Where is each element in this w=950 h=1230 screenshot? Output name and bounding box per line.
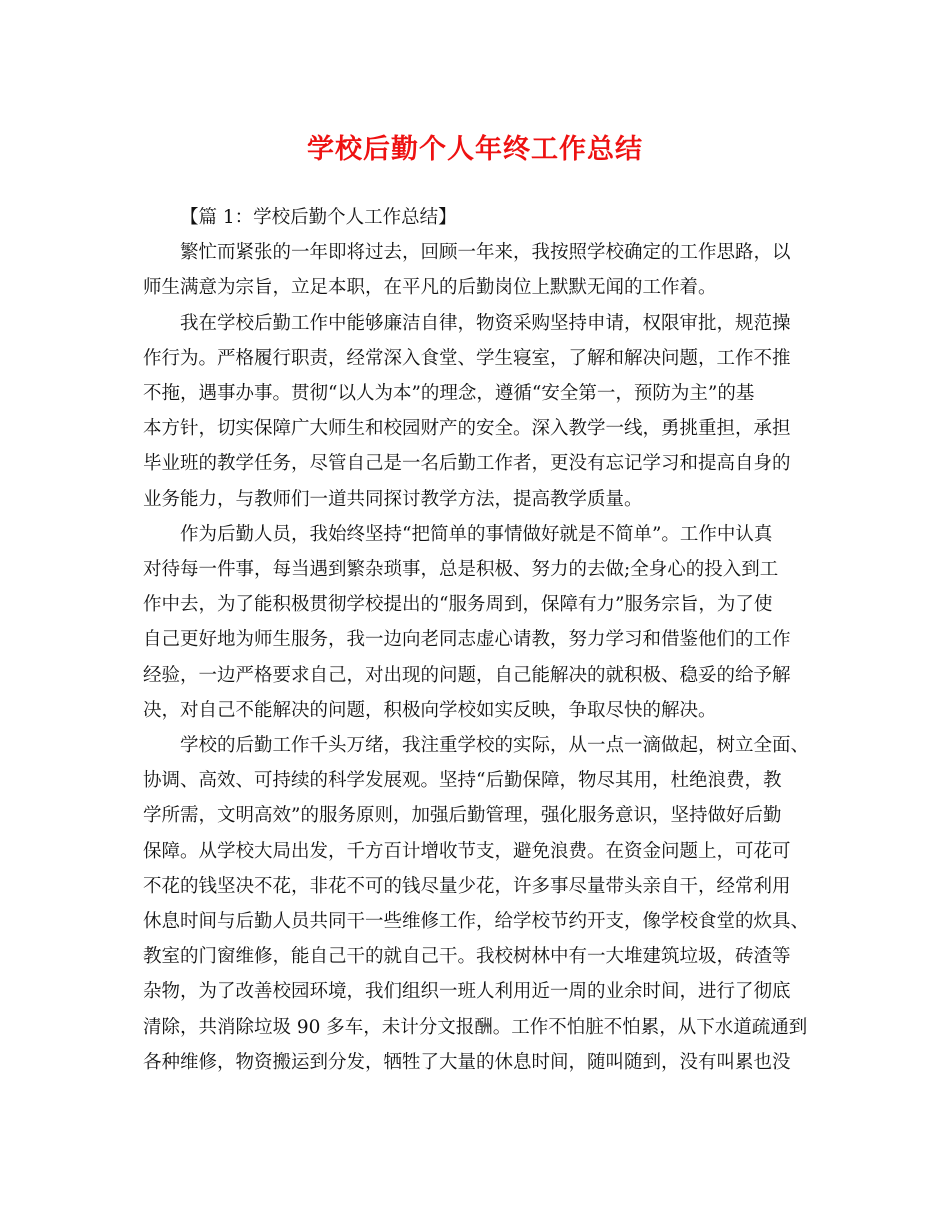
text-line: 不拖，遇事办事。贯彻“以人为本”的理念，遵循“安全第一，预防为主”的基 (143, 383, 755, 405)
text-line: 作中去，为了能积极贯彻学校提出的“服务周到，保障有力”服务宗旨，为了使 (143, 594, 773, 616)
text-line: 作为后勤人员，我始终坚持“把简单的事情做好就是不简单”。工作中认真 (180, 523, 773, 545)
paragraph-4 (143, 728, 811, 1080)
text-line: 经验，一边严格要求自己，对出现的问题，自己能解决的就积极、稳妥的给予解 (143, 664, 791, 686)
text-line: 学校的后勤工作千头万绪，我注重学校的实际，从一点一滴做起，树立全面、 (180, 735, 810, 757)
text-line: 本方针，切实保障广大师生和校园财产的安全。深入教学一线，勇挑重担，承担 (143, 418, 791, 440)
text-line: 毕业班的教学任务，尽管自己是一名后勤工作者，更没有忘记学习和提高自身的 (143, 453, 791, 475)
text-line: 清除，共消除垃圾 90 多车，未计分文报酬。工作不怕脏不怕累，从下水道疏通到 (143, 1016, 808, 1038)
paragraph-1 (143, 235, 811, 305)
text-line: 自己更好地为师生服务，我一边向老同志虚心请教，努力学习和借鉴他们的工作 (143, 629, 791, 651)
text-line: 杂物，为了改善校园环境，我们组织一班人利用近一周的业余时间，进行了彻底 (143, 981, 791, 1003)
text-line: 对待每一件事，每当遇到繁杂琐事，总是积极、努力的去做;全身心的投入到工 (143, 559, 779, 581)
text-line: 保障。从学校大局出发，千方百计增收节支，避免浪费。在资金问题上，可花可 (143, 840, 791, 862)
text-line: 师生满意为宗旨，立足本职，在平凡的后勤岗位上默默无闻的工作着。 (143, 277, 717, 299)
section-heading (143, 200, 811, 235)
text-line: 业务能力，与教师们一道共同探讨教学方法，提高教学质量。 (143, 488, 643, 510)
text-line: 我在学校后勤工作中能够廉洁自律，物资采购坚持申请，权限审批，规范操 (180, 312, 791, 334)
text-line: 各种维修，物资搬运到分发，牺牲了大量的休息时间，随叫随到，没有叫累也没 (143, 1051, 791, 1073)
text-line: 繁忙而紧张的一年即将过去，回顾一年来，我按照学校确定的工作思路，以 (180, 242, 791, 264)
document-body (143, 200, 811, 1080)
text-line: 【篇 1：学校后勤个人工作总结】 (180, 207, 457, 228)
text-line: 休息时间与后勤人员共同干一些维修工作，给学校节约开支，像学校食堂的炊具、 (143, 911, 810, 933)
text-line: 学所需，文明高效”的服务原则，加强后勤管理，强化服务意识，坚持做好后勤 (143, 805, 782, 827)
text-line: 决，对自己不能解决的问题，积极向学校如实反映，争取尽快的解决。 (143, 699, 717, 721)
document-title: 学校后勤个人年终工作总结 (307, 134, 643, 165)
text-line: 不花的钱坚决不花，非花不可的钱尽量少花，许多事尽量带头亲自干，经常利用 (143, 875, 791, 897)
text-line: 作行为。严格履行职责，经常深入食堂、学生寝室，了解和解决问题，工作不推 (143, 347, 791, 369)
paragraph-2 (143, 306, 811, 517)
text-line: 协调、高效、可持续的科学发展观。坚持“后勤保障，物尽其用，杜绝浪费，教 (143, 770, 782, 792)
paragraph-3 (143, 517, 811, 728)
text-line: 教室的门窗维修，能自己干的就自己干。我校树林中有一大堆建筑垃圾，砖渣等 (143, 946, 791, 968)
